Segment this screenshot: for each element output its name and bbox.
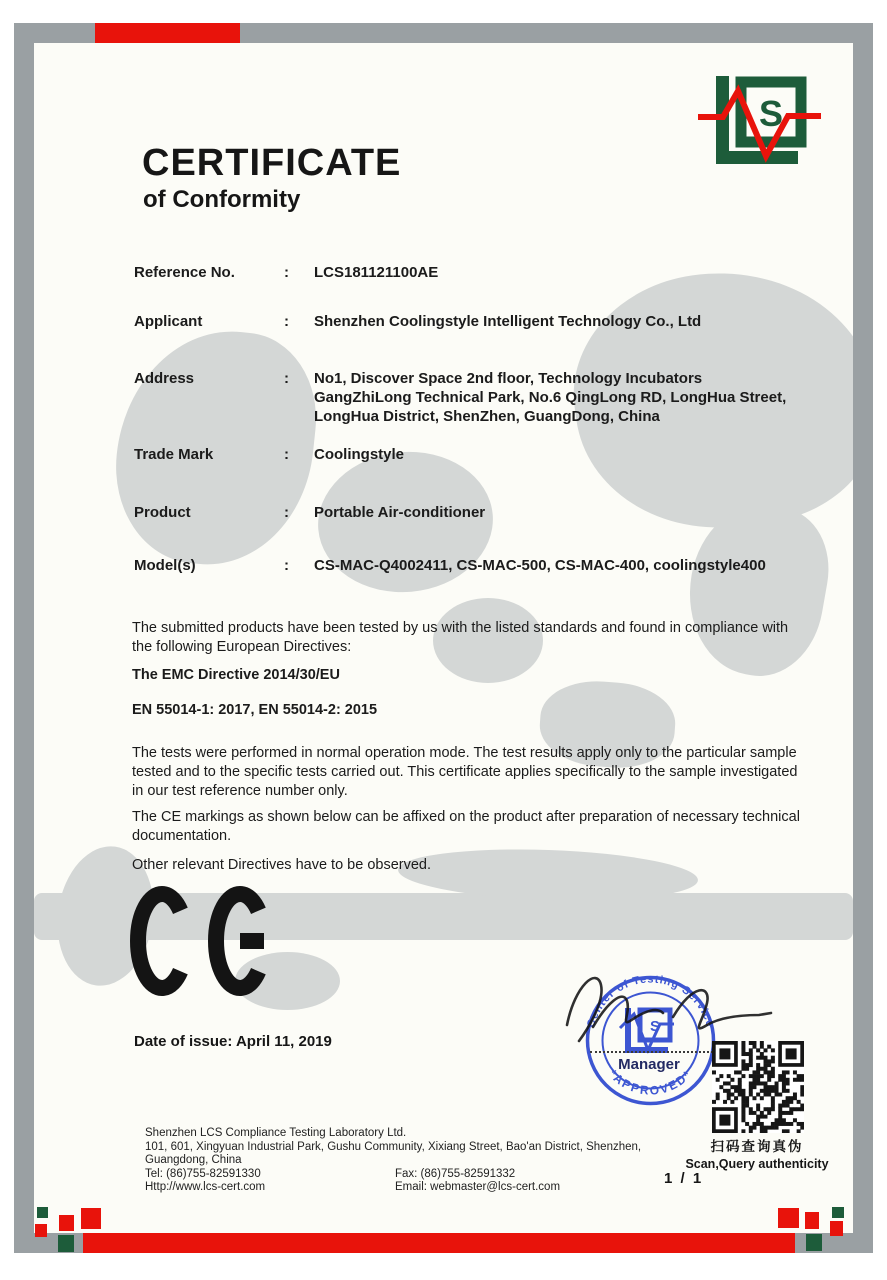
field-value: Portable Air-conditioner — [314, 504, 486, 521]
date-of-issue: Date of issue: April 11, 2019 — [134, 1033, 332, 1050]
issuer-address-line1: 101, 601, Xingyuan Industrial Park, Gushu Community, Xixiang Street, Bao'an District, Shenzhen, — [145, 1140, 642, 1153]
qr-caption — [667, 1135, 847, 1171]
signer-role: Manager — [618, 1056, 680, 1073]
certificate-title: CERTIFICATE — [142, 142, 402, 184]
field-label: Reference No. — [134, 264, 235, 281]
paragraph-intro: The submitted products have been tested by us with the listed standards and found in compliance with the following European Directives: — [132, 620, 789, 655]
logo-letter: S — [758, 93, 784, 134]
issuer-email: Email: webmaster@lcs-cert.com — [395, 1181, 561, 1193]
field-trade-mark — [134, 445, 804, 464]
field-address — [134, 369, 804, 426]
certificate-body — [132, 619, 808, 875]
issuer-address-line2: Guangdong, China — [145, 1154, 242, 1166]
issuer-company: Shenzhen LCS Compliance Testing Laboratory Ltd. — [145, 1127, 407, 1139]
stamp-logo-letter: S — [649, 1018, 661, 1035]
field-value: Shenzhen Coolingstyle Intelligent Technology Co., Ltd — [314, 313, 702, 330]
qr-caption-english: Scan,Query authenticity — [685, 1157, 829, 1171]
field-colon: : — [284, 370, 289, 387]
field-models — [134, 556, 804, 575]
field-value: No1, Discover Space 2nd floor, Technology Incubators GangZhiLong Technical Park, No.6 QingLong RD, LongHua Street, LongHua District, ShenZhen, GuangDong, China — [314, 370, 787, 425]
qr-caption-chinese: 扫码查询真伪 — [710, 1139, 804, 1154]
field-applicant — [134, 312, 804, 331]
field-label: Model(s) — [134, 557, 196, 574]
issuer-fax: Fax: (86)755-82591332 — [395, 1167, 516, 1180]
field-colon: : — [284, 504, 289, 521]
field-value: Coolingstyle — [314, 446, 405, 463]
certificate-subtitle: of Conformity — [143, 186, 301, 213]
issuer-tel: Tel: (86)755-82591330 — [145, 1167, 261, 1180]
field-label: Applicant — [134, 313, 203, 330]
issuer-website: Http://www.lcs-cert.com — [145, 1181, 266, 1193]
paragraph-standards: EN 55014-1: 2017, EN 55014-2: 2015 — [132, 702, 378, 718]
paragraph-tests: The tests were performed in normal operation mode. The test results apply only to the particular sample tested and to the specific tests carried out. This certificate applies specifically to the sample investigated in our test reference number only. — [132, 745, 798, 799]
paragraph-ce-note: The CE markings as shown below can be affixed on the product after preparation of necessary technical documentation. — [132, 809, 800, 844]
lcs-logo-icon — [698, 74, 830, 172]
issuer-footer — [145, 1127, 641, 1195]
ce-mark-icon — [130, 884, 280, 1004]
certificate-fields — [134, 263, 804, 575]
field-colon: : — [284, 264, 289, 281]
stamp-arc-bottom-text: *APPROVED* — [605, 1066, 696, 1098]
field-label: Trade Mark — [134, 446, 214, 463]
field-label: Address — [134, 370, 195, 387]
field-product — [134, 503, 804, 522]
field-value: CS-MAC-Q4002411, CS-MAC-500, CS-MAC-400, coolingstyle400 — [314, 557, 766, 574]
field-colon: : — [284, 557, 289, 574]
field-label: Product — [134, 504, 191, 521]
field-colon: : — [284, 313, 289, 330]
page-number: 1 / 1 — [664, 1170, 704, 1187]
field-reference-no — [134, 263, 804, 282]
field-value: LCS181121100AE — [314, 264, 439, 281]
field-colon: : — [284, 446, 289, 463]
qr-code — [712, 1041, 804, 1133]
stamp-arc-top-text: Center of Testing Service — [585, 973, 716, 1030]
paragraph-directive: The EMC Directive 2014/30/EU — [132, 667, 340, 683]
paragraph-other-directives: Other relevant Directives have to be observed. — [132, 857, 432, 873]
